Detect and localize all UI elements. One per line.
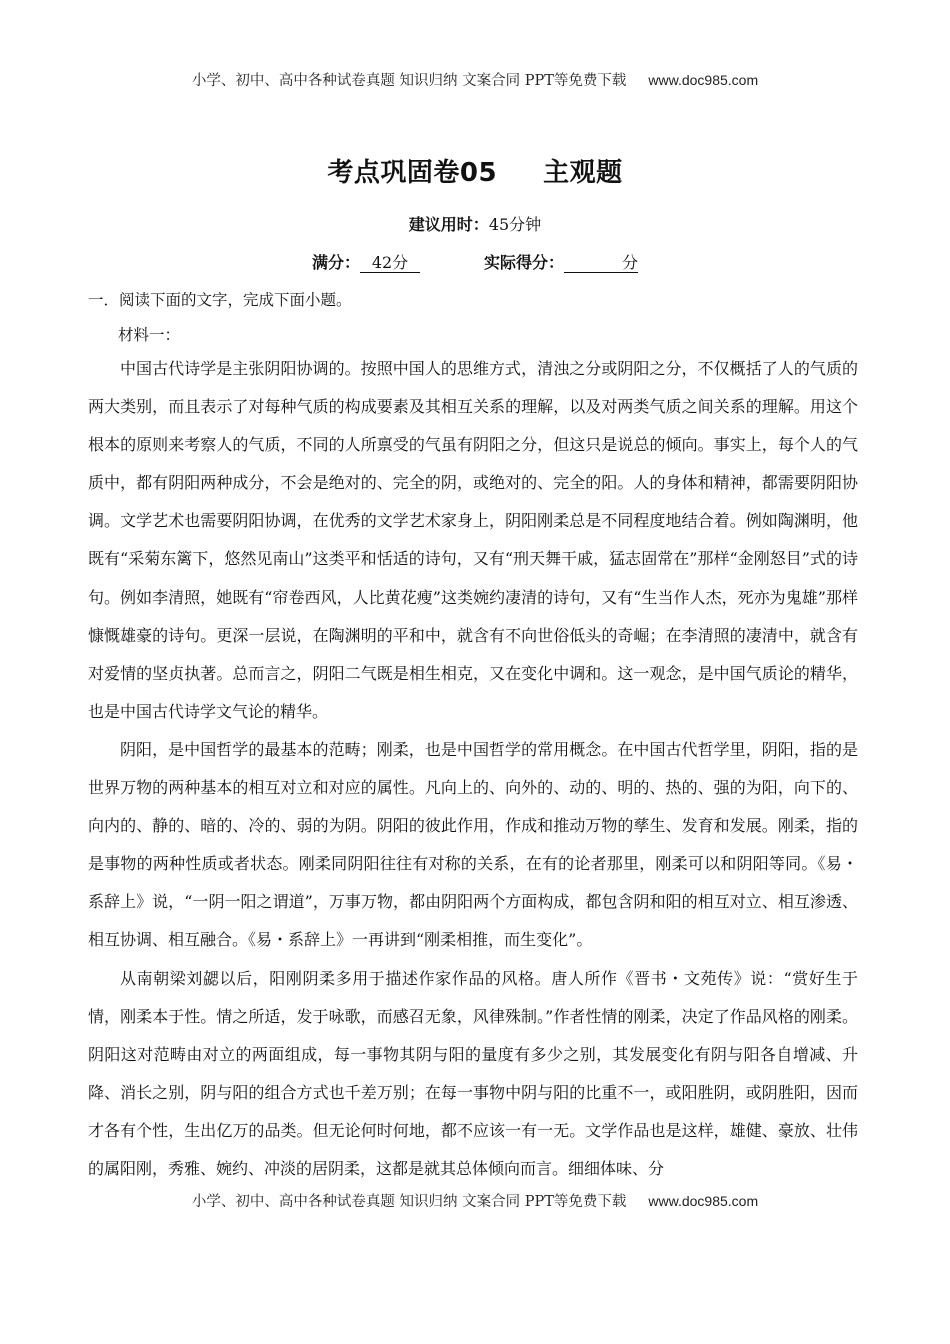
- page-title: [0, 152, 950, 189]
- header-url-link[interactable]: www.doc985.com: [648, 72, 759, 88]
- paragraph-3: 从南朝梁刘勰以后，阳刚阴柔多用于描述作家作品的风格。唐人所作《晋书・文苑传》说：“赏好生于情，刚柔本于性。情之所适，发于咏歌，而感召无象，风律殊制。”作者性情的刚柔，决定了作品风格的刚柔。阴阳这对范畴由对立的两面组成，每一事物其阴与阳的量度有多少之别，其发展变化有阴与阳各自增减、升降、消长之别，阴与阳的组合方式也千差万别；在每一事物中阴与阳的比重不一，或阳胜阴，或阴胜阳，因而才各有个性，生出亿万的品类。但无论何时何地，都不应该一有一无。文学作品也是这样，雄健、豪放、壮伟的属阳刚，秀雅、婉约、冲淡的居阴柔，这都是就其总体倾向而言。细细体味、分: [88, 968, 858, 1178]
- question-prompt: 一．阅读下面的文字，完成下面小题。: [88, 291, 352, 309]
- paragraph-2: 阴阳，是中国哲学的最基本的范畴；刚柔，也是中国哲学的常用概念。在中国古代哲学里，阴阳，指的是世界万物的两种基本的相互对立和对应的属性。凡向上的、向外的、动的、明的、热的、强的为阳，向下的、向内的、静的、暗的、冷的、弱的为阴。阴阳的彼此作用，作成和推动万物的孳生、发育和发展。刚柔，指的是事物的两种性质或者状态。刚柔同阴阳往往有对称的关系，在有的论者那里，刚柔可以和阴阳等同。《易・系辞上》说，“一阴一阳之谓道”，万事万物，都由阴阳两个方面构成，都包含阴和阳的相互对立、相互渗透、相互协调、相互融合。《易・系辞上》一再讲到“刚柔相推，而生变化”。: [88, 739, 858, 950]
- full-score-value: 42分: [360, 254, 420, 273]
- material-text: [88, 350, 858, 1188]
- actual-score-blank[interactable]: 分: [564, 254, 638, 273]
- actual-score-label: 实际得分：: [484, 253, 565, 272]
- footer-text: 小学、初中、高中各种试卷真题 知识归纳 文案合同 PPT等免费下载: [191, 1194, 627, 1210]
- title-part2: 主观题: [543, 158, 623, 188]
- time-value: 45分钟: [488, 215, 542, 234]
- header-text: 小学、初中、高中各种试卷真题 知识归纳 文案合同 PPT等免费下载: [191, 73, 627, 89]
- footer-url-link[interactable]: www.doc985.com: [648, 1193, 759, 1209]
- title-part1: 考点巩固卷05: [327, 158, 498, 188]
- paragraph-1: 中国古代诗学是主张阴阳协调的。按照中国人的思维方式，清浊之分或阴阳之分，不仅概括了人的气质的两大类别，而且表示了对每种气质的构成要素及其相互关系的理解，以及对两类气质之间关系的理解。用这个根本的原则来考察人的气质，不同的人所禀受的气虽有阴阳之分，但这只是说总的倾向。事实上，每个人的气质中，都有阴阳两种成分，不会是绝对的、完全的阴，或绝对的、完全的阳。人的身体和精神，都需要阴阳协调。文学艺术也需要阴阳协调，在优秀的文学艺术家身上，阴阳刚柔总是不同程度地结合着。例如陶渊明，他既有“采菊东篱下，悠然见南山”这类平和恬适的诗句，又有“刑天舞干戚，猛志固常在”那样“金刚怒目”式的诗句。例如李清照，她既有“帘卷西风，人比黄花瘦”这类婉约凄清的诗句，又有“生当作人杰，死亦为鬼雄”那样慷慨雄豪的诗句。更深一层说，在陶渊明的平和中，就含有不向世俗低头的奇崛；在李清照的凄清中，就含有对爱情的坚贞执著。总而言之，阴阳二气既是相生相克，又在变化中调和。这一观念，是中国气质论的精华，也是中国古代诗学文气论的精华。: [88, 359, 858, 721]
- score-line: [0, 250, 950, 273]
- full-score-label: 满分：: [311, 253, 360, 272]
- page-header: [0, 69, 950, 90]
- suggested-time: [0, 212, 950, 235]
- page-footer: [0, 1190, 950, 1211]
- material-label: 材料一：: [118, 326, 181, 344]
- time-label: 建议用时：: [408, 215, 489, 234]
